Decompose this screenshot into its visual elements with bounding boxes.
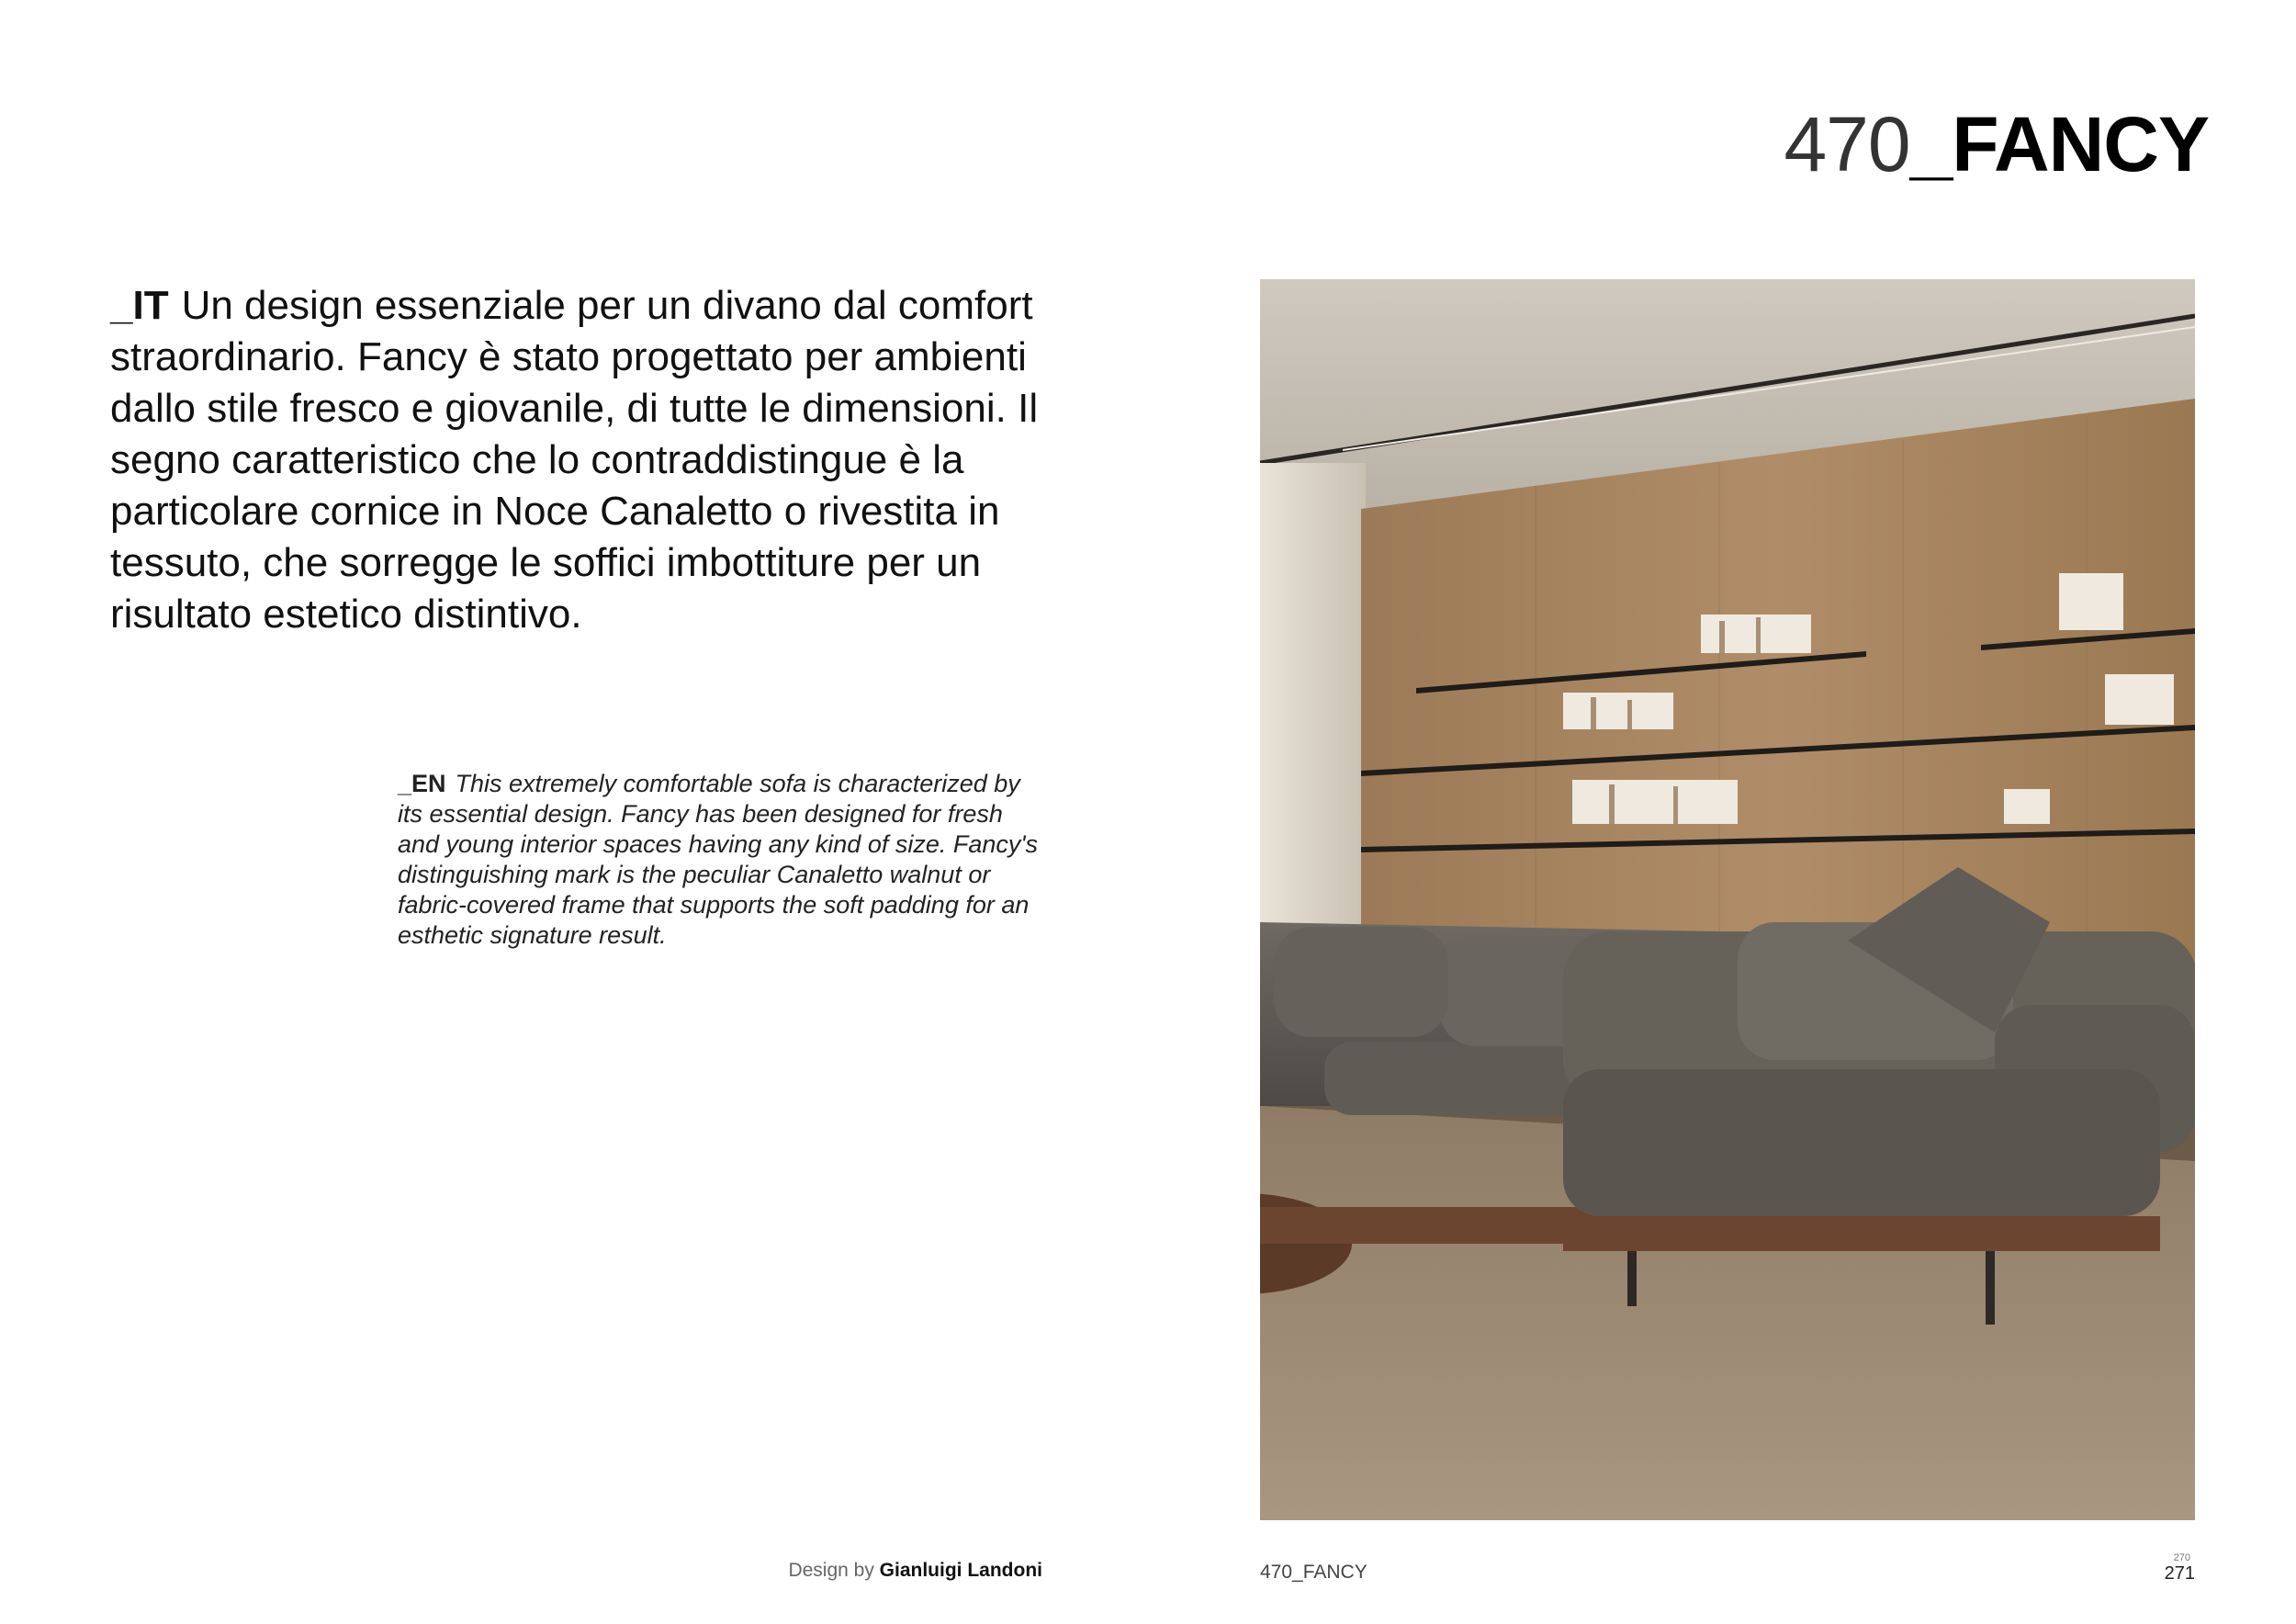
footer-product-label: 470_FANCY: [1260, 1562, 1367, 1583]
product-number: 470: [1784, 101, 1910, 187]
english-text: This extremely comfortable sofa is characterized by its essential design. Fancy has been designed for fresh and young interior spaces having any kind of size. Fancy's distinguishing mark is the peculiar Canaletto walnut or fabric-covered frame that supports the soft padding for an esthetic signature result.: [398, 770, 1039, 949]
sofa-photo: [1260, 279, 2195, 1520]
italian-tag: _IT: [110, 283, 169, 328]
italian-description: [110, 280, 1084, 640]
designer-name: Gianluigi Landoni: [879, 1560, 1042, 1581]
english-description: [398, 769, 1041, 951]
product-name: _FANCY: [1909, 101, 2209, 187]
italian-text: Un design essenziale per un divano dal comfort straordinario. Fancy è stato progettato per ambienti dallo stile fresco e giovanile, di tutte le dimensioni. Il segno caratteristico che lo contraddistingue è la particolare cornice in Noce Canaletto o rivestita in tessuto, che sorregge le soffici imbottiture per un risultato estetico distintivo.: [110, 283, 1039, 637]
design-by-label: Design by: [788, 1560, 874, 1581]
sofa-photo-illustration: [1260, 279, 2195, 1520]
english-tag: _EN: [398, 770, 446, 797]
designer-credit: [788, 1560, 1042, 1582]
facing-page-number: 270: [2173, 1552, 2190, 1563]
page-number: 271: [2164, 1563, 2195, 1584]
product-title: [1784, 101, 2209, 187]
